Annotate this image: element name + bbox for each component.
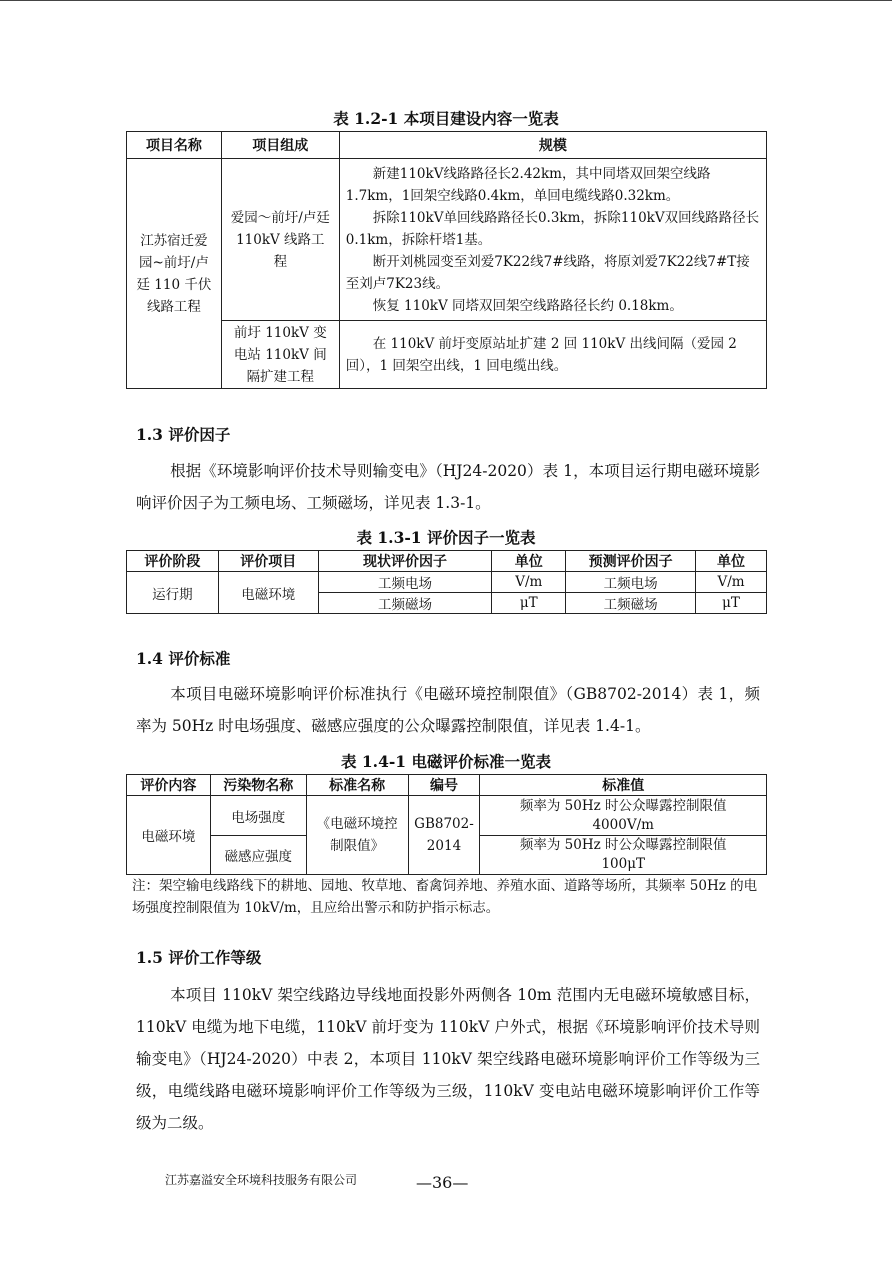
header-standard-value: 标准值: [480, 775, 767, 796]
page-number: —36—: [416, 1173, 469, 1192]
project-name-cell: 江苏宿迁爱园~前圩/卢廷 110 千伏线路工程: [127, 159, 222, 389]
scale-line-cell: [339, 159, 766, 321]
stage-cell: 运行期: [127, 572, 219, 614]
content-cell: 电磁环境: [127, 796, 211, 875]
table-1-2-1: [126, 131, 767, 389]
header-unit-1: 单位: [492, 551, 566, 572]
unit-cell: μT: [492, 593, 566, 614]
footer-company: 江苏嘉溢安全环境科技服务有限公司: [165, 1173, 358, 1187]
component-line-cell: 爱园～前圩/卢廷 110kV 线路工程: [221, 159, 339, 321]
standard-value-cell: [480, 836, 767, 875]
section-1-3-heading: 1.3 评价因子: [136, 425, 231, 444]
scale-substation-cell: [339, 321, 766, 389]
standard-name-cell: 《电磁环境控制限值》: [306, 796, 408, 875]
table-1-3-1-caption: 表 1.3-1 评价因子一览表: [356, 528, 536, 547]
table-1-4-1-caption: 表 1.4-1 电磁评价标准一览表: [341, 752, 551, 771]
section-1-3-paragraph: [136, 455, 760, 519]
section-1-5-paragraph: [136, 979, 760, 1139]
unit-cell: V/m: [696, 572, 767, 593]
predicted-factor-cell: 工频电场: [566, 572, 696, 593]
section-1-5-heading: 1.5 评价工作等级: [136, 948, 262, 967]
header-predicted-factor: 预测评价因子: [566, 551, 696, 572]
header-scale: 规模: [339, 132, 766, 159]
scale-line-item: 恢复 110kV 同塔双回架空线路路径长约 0.18km。: [372, 297, 683, 314]
component-substation-cell: 前圩 110kV 变电站 110kV 间隔扩建工程: [221, 321, 339, 389]
code-cell: GB8702-2014: [408, 796, 480, 875]
item-cell: 电磁环境: [218, 572, 318, 614]
header-current-factor: 现状评价因子: [318, 551, 492, 572]
section-1-4-text: 本项目电磁环境影响评价标准执行《电磁环境控制限值》（GB8702-2014）表 1，频率为 50Hz 时电场强度、磁感应强度的公众曝露控制限值，详见表 1.4-1。: [136, 685, 760, 735]
standard-value-line: 频率为 50Hz 时公众曝露控制限值: [519, 837, 727, 853]
unit-cell: μT: [696, 593, 767, 614]
section-1-3-text: 根据《环境影响评价技术导则输变电》（HJ24-2020）表 1，本项目运行期电磁环境影响评价因子为工频电场、工频磁场，详见表 1.3-1。: [136, 462, 760, 512]
scale-line-item: 新建110kV线路路径长2.42km，其中同塔双回架空线路1.7km，1回架空线路0.4km，单回电缆线路0.32km。: [345, 165, 711, 204]
pollutant-cell: 磁感应强度: [210, 836, 306, 875]
current-factor-cell: 工频磁场: [318, 593, 492, 614]
header-unit-2: 单位: [696, 551, 767, 572]
table-1-3-1: [126, 550, 767, 614]
standard-value-number: 4000V/m: [592, 816, 654, 833]
scale-substation-item: 在 110kV 前圩变原站址扩建 2 回 110kV 出线间隔（爱园 2 回），1 回架空出线，1 回电缆出线。: [345, 335, 737, 374]
section-1-5-text: 本项目 110kV 架空线路边导线地面投影外两侧各 10m 范围内无电磁环境敏感目标，110kV 电缆为地下电缆，110kV 前圩变为 110kV 户外式，根据《环境影响评价技术导则输变电》（HJ24-2020）中表 2，本项目 110kV 架空线路电磁环境影响评价工作等级为三级，电缆线路电磁环境影响评价工作等级为三级，110kV 变电站电磁环境影响评价工作等级为二级。: [136, 986, 760, 1132]
predicted-factor-cell: 工频磁场: [566, 593, 696, 614]
table-1-2-1-caption: 表 1.2-1 本项目建设内容一览表: [333, 109, 559, 128]
header-code: 编号: [408, 775, 480, 796]
current-factor-cell: 工频电场: [318, 572, 492, 593]
header-content: 评价内容: [127, 775, 211, 796]
scale-line-item: 拆除110kV单回线路路径长0.3km，拆除110kV双回线路路径长0.1km，拆除杆塔1基。: [345, 209, 760, 248]
header-stage: 评价阶段: [127, 551, 219, 572]
section-1-4-paragraph: [136, 678, 760, 742]
header-item: 评价项目: [218, 551, 318, 572]
scale-line-item: 断开刘桃园变至刘爱7K22线7#线路，将原刘爱7K22线7#T接至刘卢7K23线。: [345, 253, 750, 292]
pollutant-cell: 电场强度: [210, 796, 306, 836]
header-standard-name: 标准名称: [306, 775, 408, 796]
section-1-4-heading: 1.4 评价标准: [136, 649, 231, 668]
table-note: 注：架空输电线路线下的耕地、园地、牧草地、畜禽饲养地、养殖水面、道路等场所，其频率 50Hz 的电场强度控制限值为 10kV/m，且应给出警示和防护指示标志。: [132, 878, 758, 916]
header-pollutant: 污染物名称: [210, 775, 306, 796]
header-project-name: 项目名称: [127, 132, 222, 159]
table-1-4-1: [126, 774, 767, 875]
standard-value-cell: [480, 796, 767, 836]
unit-cell: V/m: [492, 572, 566, 593]
standard-value-number: 100μT: [601, 856, 645, 872]
page-top-border: [0, 0, 892, 1]
standard-value-line: 频率为 50Hz 时公众曝露控制限值: [519, 797, 727, 814]
header-project-component: 项目组成: [221, 132, 339, 159]
